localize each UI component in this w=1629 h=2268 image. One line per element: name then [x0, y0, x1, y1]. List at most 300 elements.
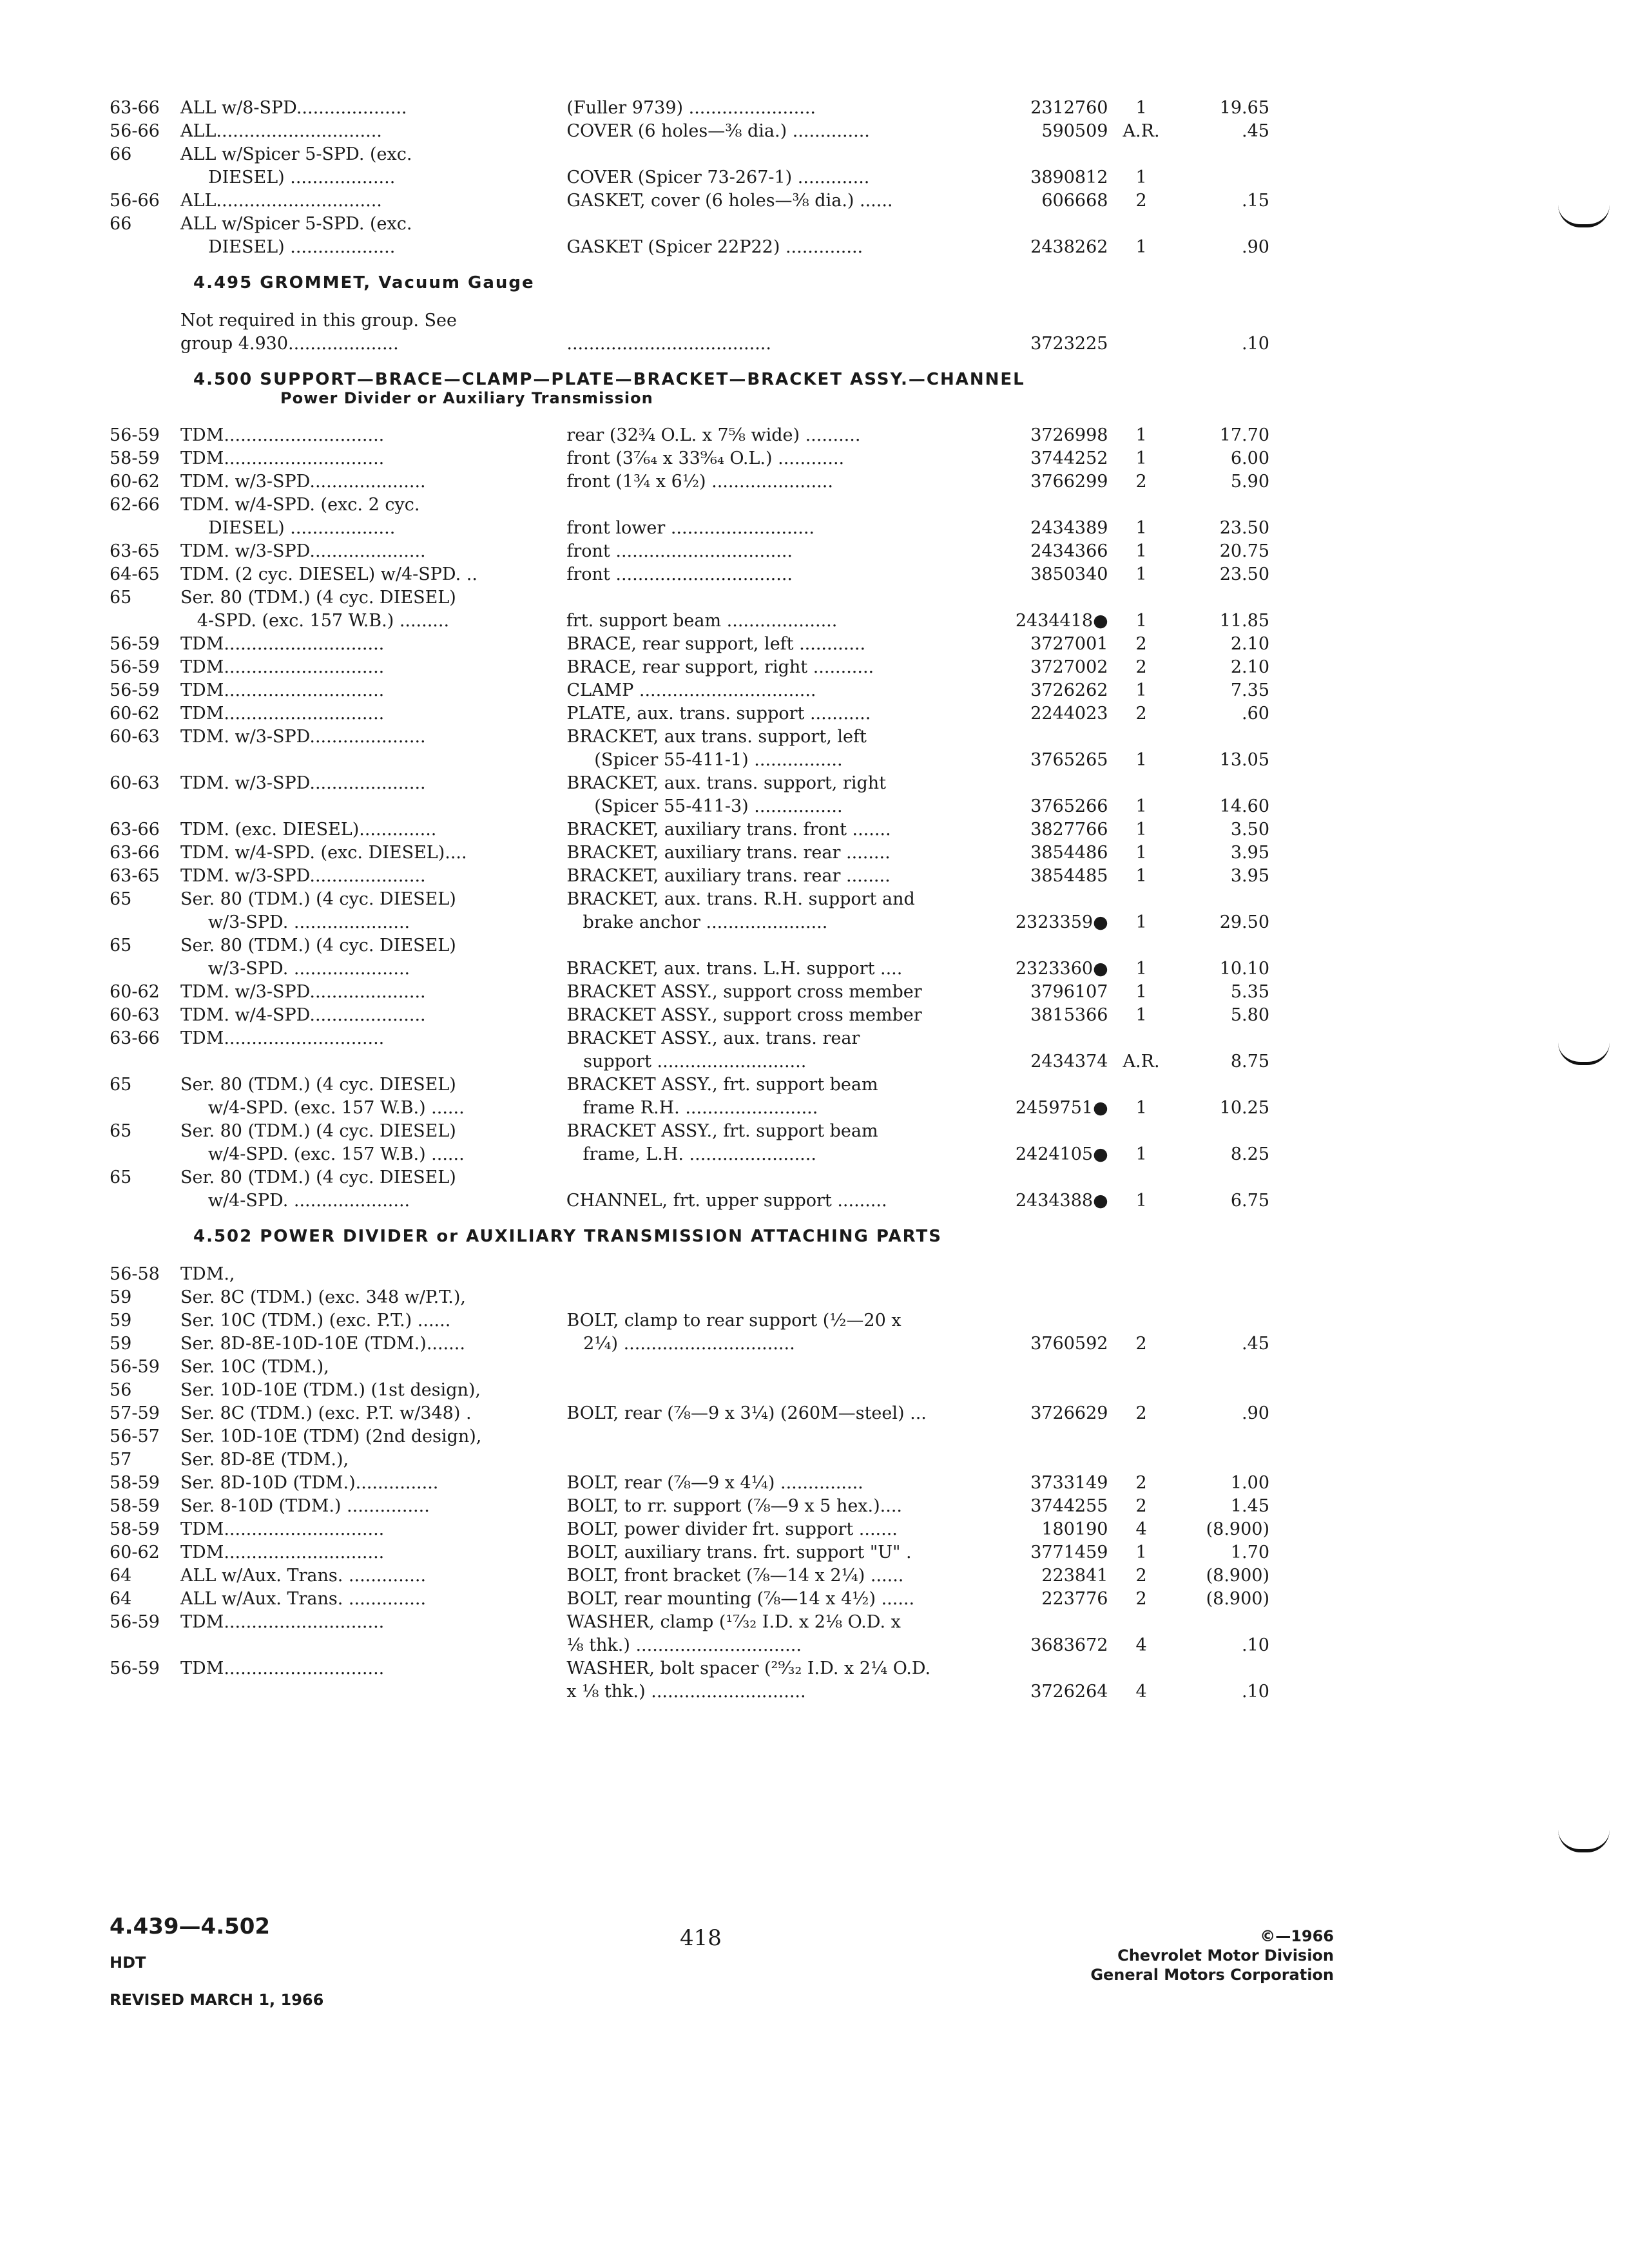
row-part-number: 3771459 [1030, 1542, 1108, 1562]
row-model: ALL.............................. [180, 191, 382, 211]
row-quantity: A.R. [1123, 121, 1160, 141]
row-model: TDM. w/4-SPD. (exc. DIESEL).... [180, 843, 467, 863]
table-row [110, 911, 1269, 934]
row-model: Not required in this group. See [180, 311, 457, 331]
row-model: Ser. 8D-8E (TDM.), [180, 1450, 349, 1470]
row-model: TDM............................. [180, 680, 385, 700]
row-price: 23.50 [1219, 564, 1269, 584]
row-description: x ⅛ thk.) ............................ [566, 1682, 806, 1702]
row-price: 3.95 [1230, 866, 1269, 886]
row-years: 56-59 [110, 1357, 160, 1377]
row-model: ALL w/Aux. Trans. .............. [180, 1589, 427, 1609]
row-quantity: 1 [1135, 866, 1147, 886]
row-years: 56-59 [110, 634, 160, 654]
row-part-number: 3726264 [1030, 1682, 1108, 1702]
row-quantity: 1 [1135, 1098, 1147, 1118]
binder-mark [1558, 205, 1610, 227]
row-model: group 4.930.................... [180, 334, 399, 354]
row-quantity: 4 [1135, 1519, 1147, 1539]
section-heading-4495: 4.495 GROMMET, Vacuum Gauge [193, 273, 535, 293]
row-model: Ser. 80 (TDM.) (4 cyc. DIESEL) [180, 1075, 456, 1095]
row-price: 3.95 [1230, 843, 1269, 863]
row-description: BRACKET ASSY., support cross member [566, 1005, 922, 1025]
row-price: 5.90 [1230, 472, 1269, 492]
row-part-number: 3765265 [1030, 750, 1108, 770]
row-quantity: 2 [1135, 657, 1147, 677]
row-years: 56-57 [110, 1427, 160, 1446]
rows-4500 [110, 424, 1269, 1213]
row-price: 8.25 [1230, 1144, 1269, 1164]
row-quantity: 2 [1135, 634, 1147, 654]
row-model: TDM. w/4-SPD. (exc. 2 cyc. [180, 495, 420, 515]
row-price: 8.75 [1230, 1052, 1269, 1072]
row-price: 6.00 [1230, 448, 1269, 468]
row-price: (8.900) [1206, 1566, 1269, 1586]
row-part-number: 3890812 [1030, 168, 1108, 187]
row-years: 56-59 [110, 1612, 160, 1632]
row-model: Ser. 8D-10D (TDM.)............... [180, 1473, 439, 1493]
row-quantity: 1 [1135, 168, 1147, 187]
hdt-label: HDT [110, 1954, 146, 1972]
row-description: BOLT, auxiliary trans. frt. support "U" . [566, 1542, 912, 1562]
row-quantity: 1 [1135, 912, 1147, 932]
row-price: 10.10 [1219, 959, 1269, 979]
row-years: 56-66 [110, 121, 160, 141]
table-row [110, 633, 1269, 656]
row-quantity: 2 [1135, 472, 1147, 492]
row-price: 2.10 [1230, 634, 1269, 654]
row-description: frame R.H. ........................ [566, 1098, 818, 1118]
table-row [110, 1120, 1269, 1143]
row-years: 60-62 [110, 1542, 160, 1562]
row-description: PLATE, aux. trans. support ........... [566, 704, 871, 724]
row-model: TDM. w/3-SPD..................... [180, 866, 426, 886]
table-row [110, 888, 1269, 911]
row-part-number: 2312760 [1030, 98, 1108, 118]
row-model: Ser. 8D-8E-10D-10E (TDM.)....... [180, 1334, 465, 1354]
row-price: 3.50 [1230, 820, 1269, 840]
row-price: 13.05 [1219, 750, 1269, 770]
row-years: 64 [110, 1566, 132, 1586]
row-model: TDM. w/3-SPD..................... [180, 727, 426, 747]
table-row [110, 981, 1269, 1004]
row-years: 64-65 [110, 564, 160, 584]
row-years: 60-63 [110, 773, 160, 793]
row-description: frame, L.H. ....................... [566, 1144, 816, 1164]
table-row [110, 818, 1269, 841]
row-price: .90 [1242, 237, 1269, 257]
row-model: 4-SPD. (exc. 157 W.B.) ......... [180, 611, 450, 631]
row-years: 66 [110, 144, 132, 164]
row-part-number: 3727001 [1030, 634, 1108, 654]
table-row [110, 1518, 1269, 1541]
row-description: BRACKET, aux trans. support, left [566, 727, 867, 747]
table-row [110, 1073, 1269, 1097]
row-price: 5.80 [1230, 1005, 1269, 1025]
row-part-number: 2434418● [1015, 611, 1108, 631]
row-part-number: 2434388● [1015, 1191, 1108, 1211]
row-years: 63-65 [110, 866, 160, 886]
row-years: 65 [110, 588, 132, 608]
row-price: 11.85 [1219, 611, 1269, 631]
row-price: .45 [1242, 121, 1269, 141]
section-heading-4502: 4.502 POWER DIVIDER or AUXILIARY TRANSMISSION ATTACHING PARTS [193, 1227, 942, 1246]
table-row [110, 517, 1269, 540]
row-model: DIESEL) ................... [180, 518, 396, 538]
row-model: ALL w/Aux. Trans. .............. [180, 1566, 427, 1586]
row-years: 63-66 [110, 1028, 160, 1048]
row-price: .15 [1242, 191, 1269, 211]
row-model: Ser. 80 (TDM.) (4 cyc. DIESEL) [180, 1121, 456, 1141]
table-row [110, 1097, 1269, 1120]
row-quantity: 4 [1135, 1635, 1147, 1655]
row-part-number: 2323360● [1015, 959, 1108, 979]
row-description: (Spicer 55-411-1) ................ [566, 750, 843, 770]
row-description: (Spicer 55-411-3) ................ [566, 796, 843, 816]
row-part-number: 3727002 [1030, 657, 1108, 677]
row-years: 65 [110, 1168, 132, 1187]
row-description: rear (32¾ O.L. x 7⅝ wide) .......... [566, 425, 861, 445]
row-quantity: 2 [1135, 1496, 1147, 1516]
row-model: Ser. 8-10D (TDM.) ............... [180, 1496, 430, 1516]
row-price: 1.00 [1230, 1473, 1269, 1493]
row-part-number: 3854485 [1030, 866, 1108, 886]
row-years: 64 [110, 1589, 132, 1609]
row-model: w/4-SPD. (exc. 157 W.B.) ...... [180, 1144, 465, 1164]
row-model: TDM............................. [180, 1542, 385, 1562]
row-part-number: 606668 [1041, 191, 1108, 211]
row-description: GASKET, cover (6 holes—⅜ dia.) ...... [566, 191, 893, 211]
row-years: 57-59 [110, 1403, 160, 1423]
row-model: TDM., [180, 1264, 235, 1284]
row-part-number: 3726629 [1030, 1403, 1108, 1423]
table-row [110, 795, 1269, 818]
row-price: 1.45 [1230, 1496, 1269, 1516]
row-quantity: 1 [1135, 237, 1147, 257]
row-model: Ser. 80 (TDM.) (4 cyc. DIESEL) [180, 936, 456, 956]
row-part-number: 2244023 [1030, 704, 1108, 724]
row-price: .10 [1242, 1682, 1269, 1702]
row-description: BOLT, clamp to rear support (½—20 x [566, 1311, 901, 1331]
row-part-number: 2434366 [1030, 541, 1108, 561]
parts-listing [110, 97, 1269, 1704]
row-years: 63-66 [110, 820, 160, 840]
row-price: 2.10 [1230, 657, 1269, 677]
row-model: TDM. w/3-SPD..................... [180, 982, 426, 1002]
row-years: 60-62 [110, 472, 160, 492]
row-model: w/3-SPD. ..................... [180, 912, 410, 932]
publisher-block [1090, 1927, 1334, 1984]
table-row [110, 1004, 1269, 1027]
row-quantity: 2 [1135, 191, 1147, 211]
row-years: 63-66 [110, 843, 160, 863]
row-quantity: 1 [1135, 448, 1147, 468]
row-years: 63-65 [110, 541, 160, 561]
row-description: WASHER, bolt spacer (²⁹⁄₃₂ I.D. x 2¼ O.D. [566, 1658, 931, 1678]
row-price: .60 [1242, 704, 1269, 724]
row-model: ALL w/8-SPD.................... [180, 98, 407, 118]
row-model: Ser. 10C (TDM.) (exc. P.T.) ...... [180, 1311, 451, 1331]
row-description: front ................................ [566, 564, 793, 584]
row-quantity: 1 [1135, 611, 1147, 631]
row-description: ⅛ thk.) .............................. [566, 1635, 802, 1655]
corporation-name: General Motors Corporation [1090, 1966, 1334, 1984]
table-row [110, 166, 1269, 189]
row-description: brake anchor ...................... [566, 912, 828, 932]
row-years: 58-59 [110, 1473, 160, 1493]
page-footer [110, 1914, 1334, 2009]
row-years: 60-62 [110, 704, 160, 724]
row-model: TDM............................. [180, 1028, 385, 1048]
row-price: 17.70 [1219, 425, 1269, 445]
row-price: 23.50 [1219, 518, 1269, 538]
row-years: 58-59 [110, 448, 160, 468]
section-range: 4.439—4.502 [110, 1914, 271, 1939]
row-price: 20.75 [1219, 541, 1269, 561]
row-description: BRACKET, aux. trans. support, right [566, 773, 887, 793]
table-row [110, 563, 1269, 586]
row-part-number: 2459751● [1015, 1098, 1108, 1118]
table-row [110, 213, 1269, 236]
row-description: BRACKET, auxiliary trans. front ....... [566, 820, 891, 840]
table-row [110, 1472, 1269, 1495]
rows-4495 [110, 309, 1269, 356]
rows-4502 [110, 1263, 1269, 1704]
row-model: w/3-SPD. ..................... [180, 959, 410, 979]
division-name: Chevrolet Motor Division [1117, 1946, 1334, 1965]
row-part-number: 3726998 [1030, 425, 1108, 445]
rows-top [110, 97, 1269, 259]
row-quantity: 1 [1135, 796, 1147, 816]
row-years: 57 [110, 1450, 132, 1470]
row-description: BRACKET ASSY., support cross member [566, 982, 922, 1002]
table-row [110, 1356, 1269, 1379]
row-part-number: 3733149 [1030, 1473, 1108, 1493]
row-model: Ser. 80 (TDM.) (4 cyc. DIESEL) [180, 889, 456, 909]
row-part-number: 3766299 [1030, 472, 1108, 492]
row-part-number: 3726262 [1030, 680, 1108, 700]
row-model: w/4-SPD. (exc. 157 W.B.) ...... [180, 1098, 465, 1118]
row-description: 2¼) ............................... [566, 1334, 795, 1354]
row-description: WASHER, clamp (¹⁷⁄₃₂ I.D. x 2⅛ O.D. x [566, 1612, 901, 1632]
row-years: 65 [110, 889, 132, 909]
table-row [110, 656, 1269, 679]
row-years: 56-59 [110, 680, 160, 700]
row-quantity: 2 [1135, 1589, 1147, 1609]
row-description: BOLT, rear (⅞—9 x 4¼) ............... [566, 1473, 863, 1493]
table-row [110, 540, 1269, 563]
row-model: Ser. 80 (TDM.) (4 cyc. DIESEL) [180, 1168, 456, 1187]
row-model: Ser. 10D-10E (TDM.) (1st design), [180, 1380, 481, 1400]
row-price: 6.75 [1230, 1191, 1269, 1211]
table-row [110, 726, 1269, 749]
row-years: 59 [110, 1334, 132, 1354]
row-quantity: 1 [1135, 843, 1147, 863]
row-part-number: 3744255 [1030, 1496, 1108, 1516]
row-part-number: 3683672 [1030, 1635, 1108, 1655]
table-row [110, 1286, 1269, 1309]
row-part-number: 3765266 [1030, 796, 1108, 816]
row-part-number: 2438262 [1030, 237, 1108, 257]
table-row [110, 1588, 1269, 1611]
row-quantity: 1 [1135, 425, 1147, 445]
row-price: .45 [1242, 1334, 1269, 1354]
row-years: 60-63 [110, 1005, 160, 1025]
row-description: ..................................... [566, 334, 771, 354]
table-row [110, 1448, 1269, 1472]
row-part-number: 223841 [1041, 1566, 1108, 1586]
row-part-number: 2323359● [1015, 912, 1108, 932]
table-row [110, 702, 1269, 726]
row-part-number: 590509 [1041, 121, 1108, 141]
row-quantity: 1 [1135, 1191, 1147, 1211]
row-years: 60-63 [110, 727, 160, 747]
row-part-number: 3744252 [1030, 448, 1108, 468]
row-description: BOLT, rear (⅞—9 x 3¼) (260M—steel) ... [566, 1403, 927, 1423]
table-row [110, 1634, 1269, 1657]
row-years: 59 [110, 1287, 132, 1307]
row-years: 62-66 [110, 495, 160, 515]
copyright: ©—1966 [1260, 1927, 1334, 1945]
row-years: 56-66 [110, 191, 160, 211]
table-row [110, 1143, 1269, 1166]
binder-mark [1558, 1830, 1610, 1852]
row-description: front lower .......................... [566, 518, 815, 538]
table-row [110, 309, 1269, 332]
table-row [110, 749, 1269, 772]
row-description: BOLT, power divider frt. support ....... [566, 1519, 898, 1539]
table-row [110, 1541, 1269, 1564]
row-years: 56-59 [110, 1658, 160, 1678]
table-row [110, 332, 1269, 356]
row-description: BRACE, rear support, right ........... [566, 657, 874, 677]
table-row [110, 1425, 1269, 1448]
row-price: (8.900) [1206, 1519, 1269, 1539]
row-description: BRACKET, auxiliary trans. rear ........ [566, 866, 891, 886]
table-row [110, 120, 1269, 143]
row-description: BOLT, to rr. support (⅞—9 x 5 hex.).... [566, 1496, 902, 1516]
row-quantity: 1 [1135, 750, 1147, 770]
row-years: 59 [110, 1311, 132, 1331]
row-part-number: 2434374 [1030, 1052, 1108, 1072]
row-description: BRACKET, auxiliary trans. rear ........ [566, 843, 891, 863]
row-model: Ser. 80 (TDM.) (4 cyc. DIESEL) [180, 588, 456, 608]
row-model: TDM. w/3-SPD..................... [180, 773, 426, 793]
row-years: 56-59 [110, 425, 160, 445]
row-part-number: 3854486 [1030, 843, 1108, 863]
row-description: CLAMP ................................ [566, 680, 816, 700]
row-model: DIESEL) ................... [180, 168, 396, 187]
table-row [110, 143, 1269, 166]
table-row [110, 1495, 1269, 1518]
row-quantity: 1 [1135, 1542, 1147, 1562]
row-price: (8.900) [1206, 1589, 1269, 1609]
row-model: TDM. (2 cyc. DIESEL) w/4-SPD. .. [180, 564, 477, 584]
row-description: BRACKET, aux. trans. R.H. support and [566, 889, 915, 909]
row-years: 63-66 [110, 98, 160, 118]
row-model: TDM............................. [180, 634, 385, 654]
row-quantity: 2 [1135, 1473, 1147, 1493]
table-row [110, 1611, 1269, 1634]
row-description: GASKET (Spicer 22P22) .............. [566, 237, 863, 257]
row-model: TDM. (exc. DIESEL).............. [180, 820, 437, 840]
table-row [110, 470, 1269, 494]
row-quantity: 4 [1135, 1682, 1147, 1702]
row-price: 19.65 [1219, 98, 1269, 118]
row-quantity: 2 [1135, 1403, 1147, 1423]
row-part-number: 2434389 [1030, 518, 1108, 538]
row-price: 5.35 [1230, 982, 1269, 1002]
row-model: DIESEL) ................... [180, 237, 396, 257]
row-description: BRACKET ASSY., frt. support beam [566, 1121, 878, 1141]
row-years: 58-59 [110, 1519, 160, 1539]
row-price: .10 [1242, 1635, 1269, 1655]
binder-mark [1558, 1043, 1610, 1065]
row-description: front (3⁷⁄₆₄ x 33⁹⁄₆₄ O.L.) ............ [566, 448, 845, 468]
table-row [110, 189, 1269, 213]
table-row [110, 236, 1269, 259]
table-row [110, 1564, 1269, 1588]
section-heading-4500: 4.500 SUPPORT—BRACE—CLAMP—PLATE—BRACKET—BRACKET ASSY.—CHANNEL [193, 370, 1025, 389]
table-row [110, 97, 1269, 120]
row-part-number: 2424105● [1015, 1144, 1108, 1164]
section-subheading-4500: Power Divider or Auxiliary Transmission [280, 389, 653, 407]
row-description: BOLT, rear mounting (⅞—14 x 4½) ...... [566, 1589, 915, 1609]
table-row [110, 1050, 1269, 1073]
row-description: BRACKET ASSY., frt. support beam [566, 1075, 878, 1095]
row-years: 65 [110, 936, 132, 956]
row-model: TDM. w/3-SPD..................... [180, 541, 426, 561]
row-model: Ser. 8C (TDM.) (exc. 348 w/P.T.), [180, 1287, 466, 1307]
row-part-number: 3815366 [1030, 1005, 1108, 1025]
row-description: COVER (Spicer 73-267-1) ............. [566, 168, 870, 187]
page-number: 418 [680, 1925, 722, 1951]
row-years: 56 [110, 1380, 132, 1400]
row-description: front (1¾ x 6½) ...................... [566, 472, 833, 492]
table-row [110, 1027, 1269, 1050]
table-row [110, 494, 1269, 517]
table-row [110, 1189, 1269, 1213]
row-quantity: 1 [1135, 564, 1147, 584]
row-quantity: 1 [1135, 1144, 1147, 1164]
table-row [110, 424, 1269, 447]
table-row [110, 1332, 1269, 1356]
row-part-number: 3850340 [1030, 564, 1108, 584]
row-price: 29.50 [1219, 912, 1269, 932]
row-quantity: 2 [1135, 1334, 1147, 1354]
row-description: front ................................ [566, 541, 793, 561]
row-description: support ........................... [566, 1052, 807, 1072]
row-model: TDM............................. [180, 1658, 385, 1678]
table-row [110, 772, 1269, 795]
row-model: TDM............................. [180, 657, 385, 677]
row-model: ALL w/Spicer 5-SPD. (exc. [180, 144, 412, 164]
row-price: 1.70 [1230, 1542, 1269, 1562]
table-row [110, 1309, 1269, 1332]
row-price: 10.25 [1219, 1098, 1269, 1118]
row-part-number: 3760592 [1030, 1334, 1108, 1354]
row-description: frt. support beam .................... [566, 611, 838, 631]
row-quantity: 2 [1135, 704, 1147, 724]
table-row [110, 1680, 1269, 1704]
row-model: ALL w/Spicer 5-SPD. (exc. [180, 214, 412, 234]
table-row [110, 1657, 1269, 1680]
row-quantity: 1 [1135, 820, 1147, 840]
row-model: TDM. w/3-SPD..................... [180, 472, 426, 492]
row-price: 14.60 [1219, 796, 1269, 816]
table-row [110, 447, 1269, 470]
row-model: w/4-SPD. ..................... [180, 1191, 410, 1211]
